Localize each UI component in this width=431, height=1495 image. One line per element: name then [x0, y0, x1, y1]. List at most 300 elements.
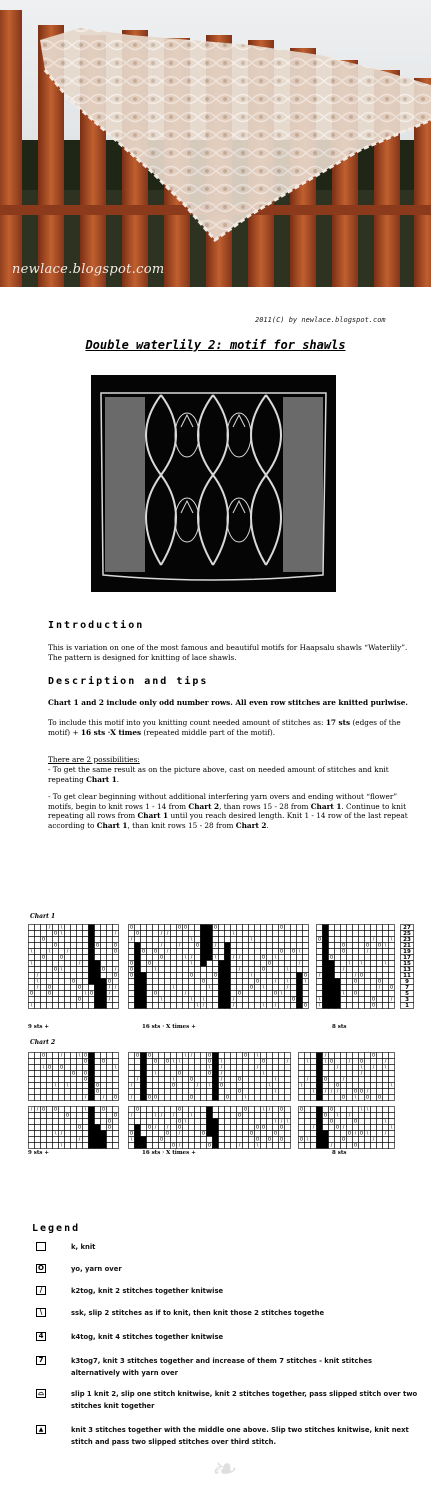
chart-cell	[201, 925, 207, 931]
chart-cell	[41, 991, 47, 997]
chart-cell	[59, 1003, 65, 1009]
chart-cell	[371, 1125, 377, 1131]
chart-cell	[279, 1095, 285, 1101]
chart-cell	[47, 943, 53, 949]
chart-symbol: O	[135, 1053, 140, 1059]
chart-cell	[279, 1003, 285, 1009]
chart-symbol: \	[172, 1059, 175, 1065]
chart-cell	[165, 1113, 171, 1119]
chart-cell	[65, 1077, 71, 1083]
chart-symbol: O	[261, 1059, 266, 1065]
chart-cell	[207, 967, 213, 973]
chart-cell	[207, 943, 213, 949]
chart-cell	[71, 997, 77, 1003]
chart-cell	[389, 931, 395, 937]
chart-cell	[59, 1083, 65, 1089]
chart-cell	[95, 1053, 101, 1059]
chart-cell	[273, 1137, 279, 1143]
chart-symbol: O	[317, 937, 322, 943]
chart-cell	[35, 925, 41, 931]
chart-cell	[273, 943, 279, 949]
chart-cell	[107, 1083, 113, 1089]
chart-symbol: \	[300, 1083, 303, 1089]
chart-cell	[219, 985, 225, 991]
chart-cell	[347, 925, 353, 931]
chart-symbol: O	[129, 973, 134, 979]
chart-cell	[389, 1107, 395, 1113]
chart-cell	[243, 1083, 249, 1089]
chart-cell	[249, 1065, 255, 1071]
chart-cell	[141, 973, 147, 979]
chart-cell	[189, 1107, 195, 1113]
chart-cell	[41, 1137, 47, 1143]
chart-symbol: O	[255, 1125, 260, 1131]
chart-cell	[129, 1119, 135, 1125]
chart-cell	[101, 1089, 107, 1095]
chart-cell	[83, 931, 89, 937]
chart-cell	[201, 937, 207, 943]
chart-cell	[225, 1065, 231, 1071]
chart-symbol: O	[371, 997, 376, 1003]
chart-cell	[135, 1131, 141, 1137]
chart-cell	[59, 937, 65, 943]
chart-cell	[261, 973, 267, 979]
chart-cell	[213, 1003, 219, 1009]
chart-cell	[101, 1077, 107, 1083]
chart-cell	[311, 1107, 317, 1113]
chart-symbol: O	[107, 1125, 112, 1131]
chart-cell	[195, 985, 201, 991]
chart-symbol: O	[141, 949, 146, 955]
chart-cell	[389, 925, 395, 931]
chart-cell	[341, 997, 347, 1003]
chart-cell	[291, 943, 297, 949]
chart-cell	[147, 991, 153, 997]
chart-cell	[189, 1125, 195, 1131]
chart-cell	[47, 1137, 53, 1143]
chart-cell	[141, 1003, 147, 1009]
chart-symbol: /	[298, 961, 301, 967]
chart-cell	[383, 1083, 389, 1089]
chart-cell	[207, 1077, 213, 1083]
chart-cell	[323, 1083, 329, 1089]
chart-cell	[83, 1137, 89, 1143]
chart-cell	[59, 943, 65, 949]
chart-cell	[201, 1119, 207, 1125]
chart-cell	[47, 1059, 53, 1065]
chart-cell	[297, 979, 303, 985]
chart-cell	[341, 931, 347, 937]
chart-cell	[359, 1077, 365, 1083]
chart-cell	[41, 1125, 47, 1131]
chart-cell	[261, 1053, 267, 1059]
chart-cell	[389, 955, 395, 961]
chart-cell	[207, 1107, 213, 1113]
chart-cell	[141, 1083, 147, 1089]
chart-cell	[107, 955, 113, 961]
chart-cell	[129, 1089, 135, 1095]
chart-symbol: O	[267, 1137, 272, 1143]
chart-cell	[323, 991, 329, 997]
chart-cell	[273, 931, 279, 937]
chart-cell	[135, 1059, 141, 1065]
chart-symbol: /	[166, 1125, 169, 1131]
chart-cell	[317, 1059, 323, 1065]
chart-cell	[249, 1071, 255, 1077]
chart-symbol: /	[268, 1107, 271, 1113]
chart-cell	[371, 931, 377, 937]
chart-symbol: \	[208, 985, 211, 991]
chart-cell	[41, 1095, 47, 1101]
chart-cell	[323, 931, 329, 937]
chart-symbol: /	[130, 1113, 133, 1119]
chart-symbol: O	[279, 949, 284, 955]
chart-cell	[177, 1089, 183, 1095]
chart-cell	[335, 1107, 341, 1113]
chart-cell	[371, 1059, 377, 1065]
chart-cell	[135, 1113, 141, 1119]
chart-cell	[299, 1119, 305, 1125]
row-number: 19	[403, 949, 411, 955]
chart-cell	[113, 1119, 119, 1125]
chart-cell	[65, 955, 71, 961]
chart-cell	[201, 1059, 207, 1065]
chart-cell	[207, 973, 213, 979]
chart-cell	[183, 1095, 189, 1101]
chart-cell	[231, 1077, 237, 1083]
chart-symbol: O	[261, 967, 266, 973]
chart-symbol: /	[66, 949, 69, 955]
opt2-k: .	[266, 820, 269, 830]
chart-cell	[153, 1143, 159, 1149]
chart-cell	[141, 961, 147, 967]
chart-cell	[141, 943, 147, 949]
chart-cell	[347, 979, 353, 985]
chart-cell	[113, 1143, 119, 1149]
chart-cell	[183, 1077, 189, 1083]
chart-cell	[323, 1131, 329, 1137]
chart-symbol: \	[348, 961, 351, 967]
chart-cell	[65, 1131, 71, 1137]
chart1-right-grid	[316, 924, 395, 1009]
chart-cell	[41, 967, 47, 973]
p2-d: 16 sts ·X times	[80, 727, 142, 737]
chart-symbol: /	[178, 1143, 181, 1149]
chart-cell	[347, 931, 353, 937]
chart-cell	[47, 1089, 53, 1095]
chart-symbol: O	[83, 1071, 88, 1077]
chart-cell	[89, 1071, 95, 1077]
chart-cell	[219, 1107, 225, 1113]
chart-cell	[165, 1053, 171, 1059]
chart-symbol: O	[183, 925, 188, 931]
chart-symbol: \	[384, 943, 387, 949]
chart-cell	[225, 949, 231, 955]
chart-symbol: O	[41, 937, 46, 943]
chart-cell	[225, 1131, 231, 1137]
opt2-a: - To get clear beginning without additional interfering yarn overs and ending without “flower” motifs, begin to knit rows 1 - 14 from	[48, 792, 398, 811]
chart-cell	[47, 955, 53, 961]
chart-symbol: /	[238, 1143, 241, 1149]
chart-cell	[255, 949, 261, 955]
chart-cell	[95, 925, 101, 931]
chart-cell	[189, 991, 195, 997]
chart-cell	[231, 1053, 237, 1059]
chart-cell	[165, 943, 171, 949]
chart-symbol: O	[53, 931, 58, 937]
chart-cell	[171, 1053, 177, 1059]
chart-cell	[77, 1119, 83, 1125]
chart-cell	[255, 925, 261, 931]
chart-cell	[89, 1125, 95, 1131]
chart-cell	[311, 1077, 317, 1083]
chart-cell	[29, 997, 35, 1003]
chart-symbol: \	[154, 1071, 157, 1077]
chart-cell	[29, 1059, 35, 1065]
chart-cell	[219, 991, 225, 997]
chart-cell	[219, 1131, 225, 1137]
chart-cell	[305, 1083, 311, 1089]
chart-cell	[201, 1053, 207, 1059]
chart-cell	[225, 1059, 231, 1065]
chart-cell	[243, 979, 249, 985]
chart-cell	[113, 1003, 119, 1009]
chart-symbol: /	[238, 967, 241, 973]
chart-cell	[147, 1083, 153, 1089]
chart-cell	[177, 1003, 183, 1009]
chart-cell	[267, 1003, 273, 1009]
chart-cell	[183, 1003, 189, 1009]
chart-cell	[165, 991, 171, 997]
chart-cell	[141, 1125, 147, 1131]
chart-cell	[77, 967, 83, 973]
chart-cell	[101, 943, 107, 949]
chart-cell	[359, 967, 365, 973]
chart-symbol: O	[371, 1003, 376, 1009]
chart-cell	[101, 991, 107, 997]
chart-cell	[35, 1077, 41, 1083]
chart-cell	[359, 979, 365, 985]
chart-cell	[77, 1003, 83, 1009]
chart-cell	[243, 949, 249, 955]
chart-cell	[377, 1119, 383, 1125]
chart-cell	[219, 1113, 225, 1119]
chart-cell	[29, 925, 35, 931]
chart-cell	[377, 1131, 383, 1137]
chart-cell	[371, 967, 377, 973]
copyright-line: 2011(C) by newlace.blogspot.com	[255, 316, 386, 324]
chart-cell	[365, 1071, 371, 1077]
chart-symbol: /	[372, 1065, 375, 1071]
chart-cell	[323, 1143, 329, 1149]
chart-cell	[353, 1125, 359, 1131]
chart-cell	[335, 949, 341, 955]
chart-cell	[317, 1089, 323, 1095]
chart-cell	[65, 1059, 71, 1065]
chart-cell	[383, 937, 389, 943]
chart-symbol: /	[172, 1113, 175, 1119]
description-p1	[48, 698, 408, 708]
chart-cell	[255, 961, 261, 967]
chart-cell	[101, 1143, 107, 1149]
chart-cell	[195, 991, 201, 997]
chart-cell	[255, 973, 261, 979]
chart-cell	[207, 979, 213, 985]
chart-cell	[383, 949, 389, 955]
chart-cell	[41, 1131, 47, 1137]
chart-symbol: \	[196, 1003, 199, 1009]
chart-cell	[159, 961, 165, 967]
chart-cell	[305, 1089, 311, 1095]
chart-cell	[141, 1113, 147, 1119]
chart-cell	[153, 1131, 159, 1137]
chart-cell	[129, 991, 135, 997]
chart-symbol: /	[114, 985, 117, 991]
chart-cell	[95, 997, 101, 1003]
chart-cell	[365, 985, 371, 991]
chart-symbol: /	[220, 1077, 223, 1083]
chart-cell	[243, 1077, 249, 1083]
chart-cell	[101, 925, 107, 931]
chart-cell	[129, 997, 135, 1003]
chart-cell	[273, 997, 279, 1003]
chart-cell	[243, 1119, 249, 1125]
chart-cell	[261, 1131, 267, 1137]
chart-cell	[255, 1083, 261, 1089]
chart-cell	[389, 949, 395, 955]
chart-cell	[153, 1089, 159, 1095]
chart-symbol: \	[160, 997, 163, 1003]
chart-cell	[83, 1131, 89, 1137]
legend-symbol-icon: ▲	[36, 1425, 46, 1434]
chart-symbol: \	[342, 991, 345, 997]
chart-cell	[225, 1143, 231, 1149]
chart-symbol: /	[378, 985, 381, 991]
chart-cell	[141, 1089, 147, 1095]
chart-cell	[53, 1089, 59, 1095]
chart-cell	[279, 967, 285, 973]
chart-cell	[371, 955, 377, 961]
legend-symbol-icon: ⌓	[36, 1389, 46, 1398]
chart2-label: Chart 2	[30, 1039, 56, 1046]
chart-cell	[147, 1003, 153, 1009]
chart-cell	[29, 1095, 35, 1101]
chart-cell	[219, 1143, 225, 1149]
chart-cell	[231, 943, 237, 949]
chart1-row-numbers	[400, 924, 414, 1009]
chart-cell	[65, 997, 71, 1003]
chart-cell	[237, 943, 243, 949]
chart-symbol: /	[166, 931, 169, 937]
chart-symbol: O	[323, 1077, 328, 1083]
chart-cell	[267, 1065, 273, 1071]
chart-symbol: /	[390, 997, 393, 1003]
chart-cell	[273, 1053, 279, 1059]
chart-cell	[47, 1125, 53, 1131]
chart-cell	[59, 997, 65, 1003]
chart-cell	[317, 1095, 323, 1101]
chart-cell	[35, 949, 41, 955]
chart-cell	[95, 961, 101, 967]
chart-cell	[107, 1077, 113, 1083]
chart-cell	[329, 973, 335, 979]
chart-cell	[183, 949, 189, 955]
chart-cell	[243, 1003, 249, 1009]
chart-cell	[141, 1065, 147, 1071]
chart-cell	[153, 1137, 159, 1143]
chart-cell	[377, 1113, 383, 1119]
chart-symbol: \	[262, 1003, 265, 1009]
chart-cell	[83, 979, 89, 985]
chart-cell	[129, 943, 135, 949]
chart-cell	[305, 1095, 311, 1101]
chart-cell	[359, 1137, 365, 1143]
chart-cell	[305, 1131, 311, 1137]
chart-cell	[237, 1083, 243, 1089]
chart-symbol: O	[29, 991, 34, 997]
chart-cell	[159, 1003, 165, 1009]
chart-symbol: \	[304, 979, 307, 985]
chart-cell	[285, 937, 291, 943]
chart-cell	[29, 973, 35, 979]
chart-cell	[189, 1003, 195, 1009]
chart-symbol: O	[237, 991, 242, 997]
chart-cell	[135, 973, 141, 979]
chart-cell	[35, 1071, 41, 1077]
chart-cell	[147, 1077, 153, 1083]
chart-cell	[231, 991, 237, 997]
chart-cell	[317, 925, 323, 931]
chart-cell	[65, 1137, 71, 1143]
chart-cell	[107, 1113, 113, 1119]
chart-cell	[65, 1071, 71, 1077]
chart-cell	[41, 961, 47, 967]
chart-cell	[171, 955, 177, 961]
chart-cell	[273, 973, 279, 979]
chart-cell	[29, 1089, 35, 1095]
chart-symbol: O	[207, 1143, 212, 1149]
chart-cell	[153, 931, 159, 937]
chart-cell	[41, 985, 47, 991]
chart-cell	[323, 937, 329, 943]
chart-cell	[279, 1089, 285, 1095]
chart-cell	[189, 1065, 195, 1071]
chart-cell	[359, 1143, 365, 1149]
chart-cell	[243, 943, 249, 949]
chart2-right-grid-bottom	[298, 1106, 395, 1149]
chart-cell	[389, 1095, 395, 1101]
chart-cell	[267, 1095, 273, 1101]
chart-cell	[371, 1119, 377, 1125]
chart-cell	[323, 949, 329, 955]
chart-symbol: O	[225, 1095, 230, 1101]
chart-symbol: O	[213, 973, 218, 979]
chart-cell	[53, 949, 59, 955]
chart-cell	[47, 1077, 53, 1083]
chart-cell	[389, 1131, 395, 1137]
chart-cell	[365, 979, 371, 985]
chart-cell	[35, 967, 41, 973]
chart-cell	[225, 1071, 231, 1077]
chart-cell	[53, 991, 59, 997]
chart-cell	[195, 961, 201, 967]
chart-cell	[291, 979, 297, 985]
chart-symbol: /	[220, 1065, 223, 1071]
chart-symbol: /	[360, 1071, 363, 1077]
chart-cell	[153, 925, 159, 931]
chart-cell	[95, 1125, 101, 1131]
chart-cell	[201, 1107, 207, 1113]
